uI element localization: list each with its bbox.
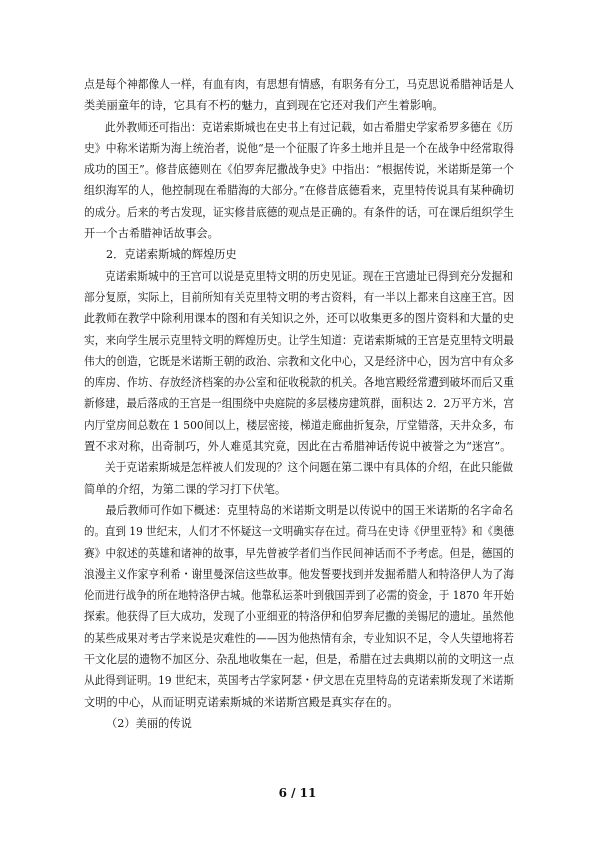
text-line: 浪漫主义作家亨利希・谢里曼深信这些故事。他发誓要找到并发掘希腊人和特洛伊人为了海	[84, 567, 515, 581]
text-line: 关于克诺索斯城是怎样被人们发现的？这个问题在第二课中有具体的介绍，在此只能做	[105, 461, 514, 475]
text-line: 最后教师可作如下概述：克里特岛的米诺斯文明是以传说中的国王米诺斯的名字命名	[105, 503, 514, 517]
text-line: 的。直到 19 世纪末，人们才不怀疑这一文明确实存在过。荷马在史诗《伊里亚特》和《奥德	[84, 525, 515, 539]
text-line: 新修建，最后落成的王宫是一组围绕中央庭院的多层楼房建筑群，面积达 2．2万平方米，宫	[84, 397, 514, 411]
text-line: （2）美丽的传说	[106, 716, 192, 730]
text-line: 内厅堂房间总数在 1 500间以上，楼层密接，梯道走廊曲折复杂，厅堂错落，天井众多，布	[84, 418, 515, 432]
text-line: 赛》中叙述的英雄和诸神的故事，早先曾被学者们当作民间神话而不予考虑。但是，德国的	[84, 546, 515, 560]
text-line: 部分复原，实际上，目前所知有关克里特文明的考古资料，有一半以上都来自这座王宫。因	[84, 290, 515, 304]
text-line: 伦而进行战争的所在地特洛伊古城。他靠私运茶叶到俄国弄到了必需的资金，于 1870 年开始	[84, 589, 515, 603]
text-line: 类美丽童年的诗，它具有不朽的魅力，直到现在它还对我们产生着影响。	[84, 99, 444, 113]
text-line: 的成分。后来的考古发现，证实修昔底德的观点是正确的。有条件的话，可在课后组织学生	[84, 205, 515, 219]
text-line: 的某些成果对考古学来说是灾难性的——因为他热情有余，专业知识不足，令人失望地将若	[84, 631, 515, 645]
text-line: 的库房、作坊、存放经济档案的办公室和征收税款的机关。各地宫殿经常遭到破坏而后又重	[84, 376, 515, 390]
text-line: 组织海军的人，他控制现在希腊海的大部分。”在修昔底德看来，克里特传说具有某种确切	[84, 184, 515, 198]
text-line: 开一个古希腊神话故事会。	[84, 227, 219, 241]
text-line: 此外教师还可指出：克诺索斯城也在史书上有过记载，如古希腊史学家希罗多德在《历	[105, 120, 514, 134]
text-line: 简单的介绍，为第二课的学习打下伏笔。	[84, 482, 287, 496]
text-line: 探索。他获得了巨大成功，发现了小亚细亚的特洛伊和伯罗奔尼撒的美锡尼的遗址。虽然他	[84, 610, 515, 624]
text-line: 2．克诺索斯城的辉煌历史	[106, 248, 237, 262]
text-line: 文明的中心，从而证明克诺索斯城的米诺斯宫殿是真实存在的。	[84, 695, 399, 709]
text-line: 成功的国王”。修昔底德则在《伯罗奔尼撒战争史》中指出：“根据传说，米诺斯是第一个	[84, 163, 514, 177]
text-line: 点是每个神都像人一样，有血有肉，有思想有情感，有职务有分工，马克思说希腊神话是人	[84, 78, 515, 91]
body-text	[84, 74, 514, 734]
text-line: 实，来向学生展示克里特文明的辉煌历史。让学生知道：克诺索斯城的王宫是克里特文明最	[84, 333, 515, 347]
text-line: 从此得到证明。19 世纪末，英国考古学家阿瑟・伊文思在克里特岛的克诺索斯发现了米诺斯	[84, 674, 514, 688]
page-number: 6 / 11	[278, 786, 317, 800]
text-line: 史》中称米诺斯为海上统治者，说他“是一个征服了许多土地并且是一个在战争中经常取得	[84, 141, 515, 155]
text-line: 此教师在教学中除利用课本的图和有关知识之外，还可以收集更多的图片资料和大量的史	[84, 312, 514, 326]
text-line: 干文化层的遗物不加区分、杂乱地收集在一起，但是，希腊在过去典期以前的文明这一点	[84, 653, 514, 667]
text-line: 伟大的创造，它既是米诺斯王朝的政治、宗教和文化中心，又是经济中心，因为宫中有众多	[84, 354, 515, 368]
text-line: 克诺索斯城中的王宫可以说是克里特文明的历史见证。现在王宫遗址已得到充分发掘和	[105, 269, 514, 283]
text-line: 置不求对称，出奇制巧，外人难觅其究竟，因此在古希腊神话传说中被誉之为“迷宫”。	[84, 440, 512, 454]
